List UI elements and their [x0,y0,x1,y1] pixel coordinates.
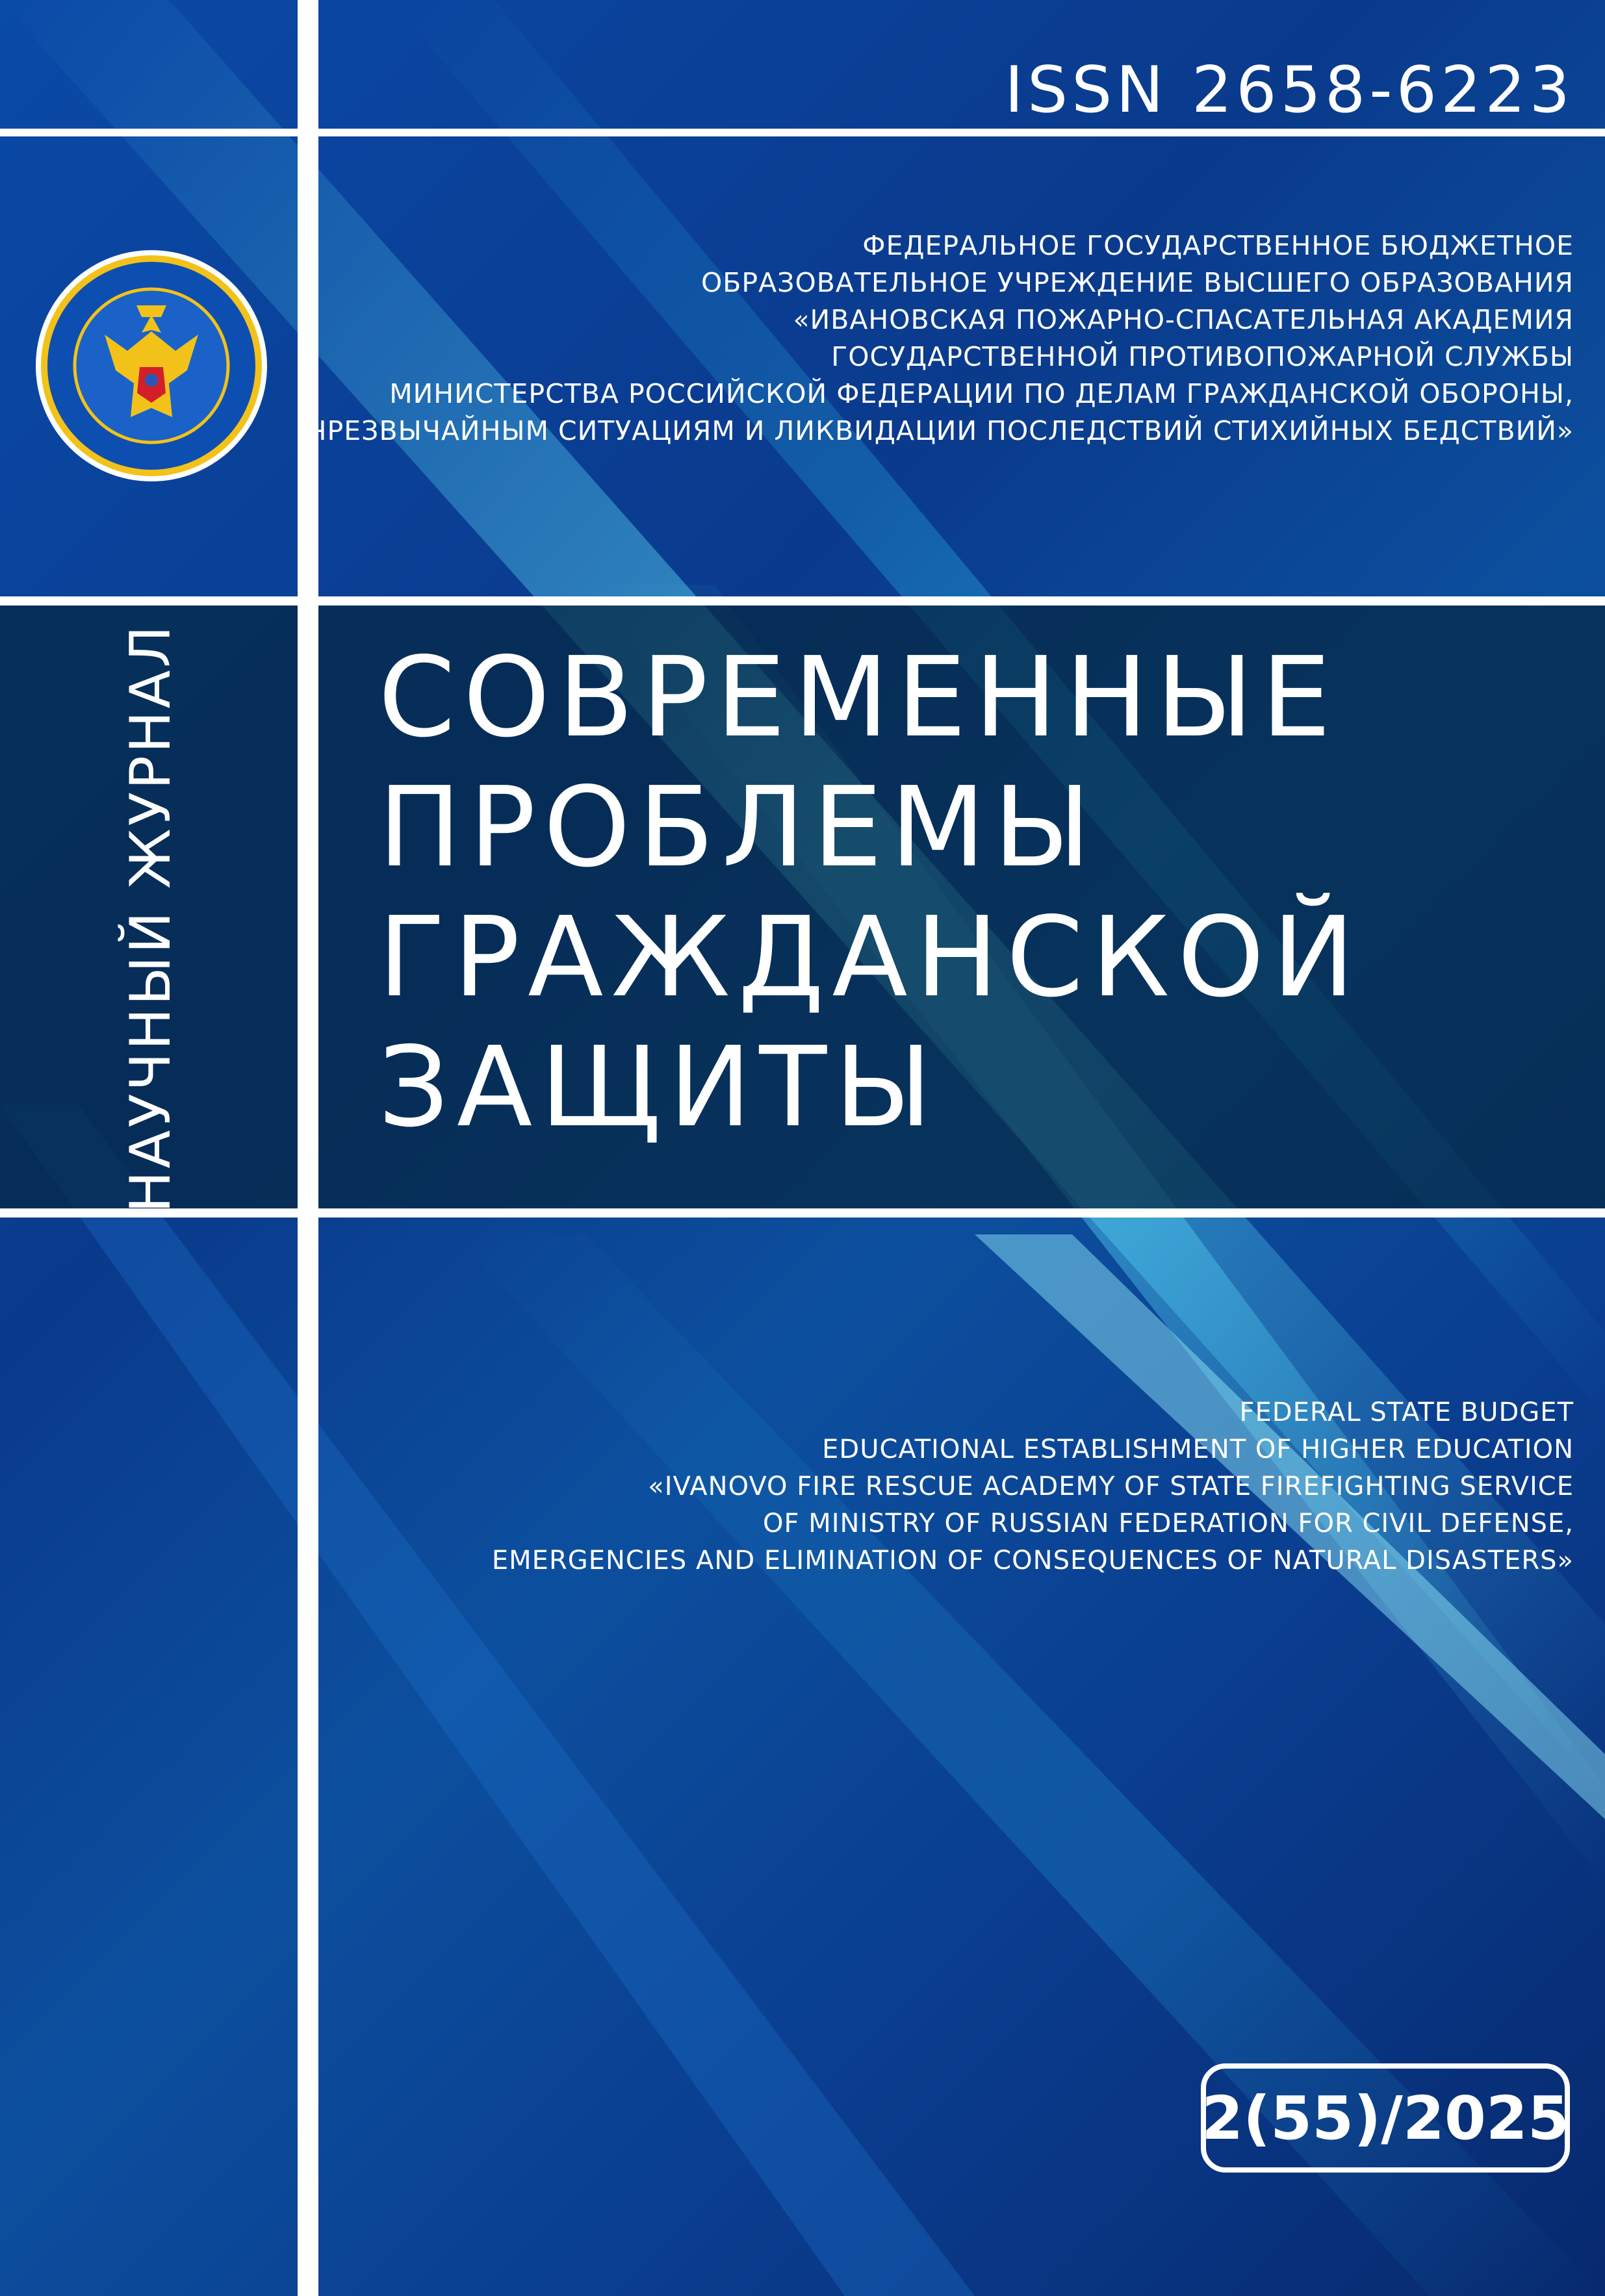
academy-emblem-icon [32,247,270,485]
organization-ru [308,227,1574,450]
organization-ru-line: ЧРЕЗВЫЧАЙНЫМ СИТУАЦИЯМ И ЛИКВИДАЦИИ ПОСЛЕДСТВИЙ СТИХИЙНЫХ БЕДСТВИЙ» [308,415,1574,446]
issue-badge [1201,2063,1570,2173]
organization-ru-line: МИНИСТЕРСТВА РОССИЙСКОЙ ФЕДЕРАЦИИ ПО ДЕЛАМ ГРАЖДАНСКОЙ ОБОРОНЫ, [389,378,1574,409]
issn: ISSN 2658-6223 [1005,53,1574,127]
journal-title [378,633,1363,1153]
organization-en-line: FEDERAL STATE BUDGET [1239,1397,1574,1427]
organization-ru-line: ОБРАЗОВАТЕЛЬНОЕ УЧРЕЖДЕНИЕ ВЫСШЕГО ОБРАЗОВАНИЯ [701,267,1574,298]
issue-number: 2(55)/2025 [1201,2083,1569,2153]
organization-en-line: OF MINISTRY OF RUSSIAN FEDERATION FOR CIVIL DEFENSE, [763,1509,1574,1538]
organization-en-line: «IVANOVO FIRE RESCUE ACADEMY OF STATE FIREFIGHTING SERVICE [648,1472,1574,1501]
organization-en-line: EMERGENCIES AND ELIMINATION OF CONSEQUENCES OF NATURAL DISASTERS» [491,1546,1574,1575]
journal-title-line: ГРАЖДАНСКОЙ [378,893,1363,1022]
journal-title-line: СОВРЕМЕННЫЕ [378,633,1339,762]
organization-ru-line: «ИВАНОВСКАЯ ПОЖАРНО-СПАСАТЕЛЬНАЯ АКАДЕМИЯ [793,304,1574,335]
top-divider [0,129,1605,136]
organization-ru-line: ФЕДЕРАЛЬНОЕ ГОСУДАРСТВЕННОЕ БЮДЖЕТНОЕ [862,230,1574,261]
title-top-divider [0,596,1605,606]
journal-type-label: НАУЧНЫЙ ЖУРНАЛ [118,622,183,1214]
title-bottom-divider [0,1208,1605,1218]
organization-ru-line: ГОСУДАРСТВЕННОЙ ПРОТИВОПОЖАРНОЙ СЛУЖБЫ [831,341,1574,372]
organization-en-line: EDUCATIONAL ESTABLISHMENT OF HIGHER EDUCATION [822,1435,1574,1464]
journal-title-line: ЗАЩИТЫ [378,1023,940,1152]
journal-title-line: ПРОБЛЕМЫ [378,763,1099,892]
organization-en [492,1394,1574,1579]
